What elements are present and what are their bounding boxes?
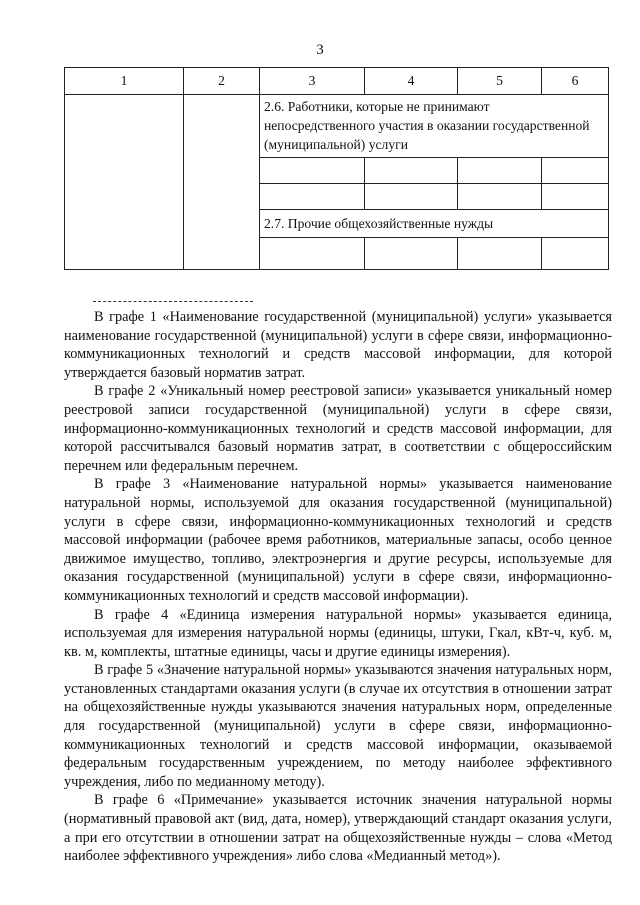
table-cell-col2	[184, 95, 260, 270]
column-header: 6	[542, 68, 609, 95]
table-cell	[365, 158, 458, 184]
column-header: 1	[65, 68, 184, 95]
table-cell	[458, 158, 542, 184]
table-cell	[542, 158, 609, 184]
normative-table	[64, 67, 609, 270]
row-2-6-label: 2.6. Работники, которые не принимают непосредственного участия в оказании государственной (муниципальной) услуги	[260, 95, 609, 158]
column-header: 2	[184, 68, 260, 95]
paragraph-column-1: В графе 1 «Наименование государственной (муниципальной) услуги» указывается наименование государственной (муниципальной) услуги в сфере связи, информационно-коммуникационных технологий и средств массовой информации, для которой утверждается базовый норматив затрат.	[64, 309, 612, 381]
paragraph-column-5: В графе 5 «Значение натуральной нормы» указываются значения натуральных норм, установленных стандартами оказания услуги (в случае их отсутствия в отношении затрат на общехозяйственные нужды указываются значения натуральных норм, определенные для государственной (муниципальной) услуги в сфере связи, информационно-коммуникационных технологий и средств массовой информации, оказываемой федеральным государственным учреждением, по методу наиболее эффективного учреждения, либо по медианному методу).	[64, 662, 612, 790]
table-cell	[458, 238, 542, 270]
paragraph-column-2: В графе 2 «Уникальный номер реестровой записи» указывается уникальный номер реестровой записи государственной (муниципальной) услуги в сфере связи, информационно-коммуникационных технологий и средств массовой информации, для которой рассчитывался базовый норматив затрат, в соответствии с общероссийским перечнем или федеральным перечнем.	[64, 383, 612, 474]
explanatory-text	[64, 308, 612, 866]
row-2-7-label: 2.7. Прочие общехозяйственные нужды	[260, 210, 609, 238]
column-header: 5	[458, 68, 542, 95]
table-header-row	[65, 68, 609, 95]
table-cell	[458, 184, 542, 210]
table-row	[65, 95, 609, 158]
paragraph-column-6: В графе 6 «Примечание» указывается источник значения натуральной нормы (нормативный правовой акт (вид, дата, номер), утверждающий стандарт оказания услуги, а при его отсутствии в отношении затрат на общехозяйственные нужды – слова «Метод наиболее эффективного учреждения» либо слова «Медианный метод»).	[64, 792, 612, 865]
paragraph-column-3: В графе 3 «Наименование натуральной нормы» указывается наименование натуральной нормы, используемой для оказания государственной (муниципальной) услуги в сфере связи, информационно-коммуникационных технологий и средств массовой информации (рабочее время работников, материальные запасы, особо ценное движимое имущество, топливо, электроэнергия и другие ресурсы, используемые для оказания государственной (муниципальной) услуги в сфере связи, информационно-коммуникационных технологий и средств массовой информации).	[64, 476, 612, 604]
page-number: 3	[316, 42, 324, 58]
table-cell	[365, 184, 458, 210]
table-cell-col1	[65, 95, 184, 270]
table-cell	[260, 158, 365, 184]
table-cell	[260, 238, 365, 270]
column-header: 4	[365, 68, 458, 95]
column-header: 3	[260, 68, 365, 95]
table-cell	[260, 184, 365, 210]
table-cell	[365, 238, 458, 270]
paragraph-column-4: В графе 4 «Единица измерения натуральной нормы» указывается единица, используемая для измерения натуральной нормы (единицы, штуки, Гкал, кВт-ч, куб. м, кв. м, комплекты, штатные единицы, часы и другие единицы измерения).	[64, 606, 612, 660]
table-cell	[542, 238, 609, 270]
table-cell	[542, 184, 609, 210]
footnote-divider	[93, 301, 253, 302]
